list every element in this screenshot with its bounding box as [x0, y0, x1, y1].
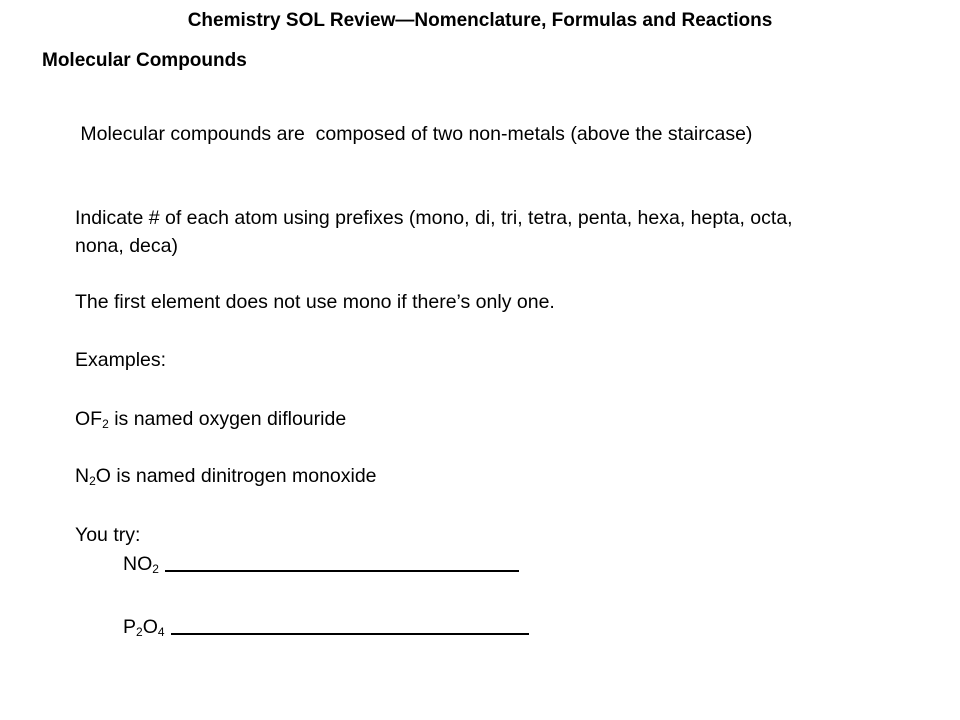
practice-2-answer-blank[interactable] [171, 633, 529, 635]
example-1-description: is named oxygen diflouride [108, 408, 347, 430]
examples-label: Examples: [75, 349, 167, 371]
practice-1-answer-blank[interactable] [165, 570, 519, 572]
practice-2-formula: $P_2O_4$ [123, 616, 165, 639]
practice-item-no2 [123, 550, 519, 578]
rule-composition: Molecular compounds are composed of two non-metals (above the staircase) [75, 123, 753, 145]
example-dinitrogen-monoxide [75, 462, 835, 490]
example-2-description: is named dinitrogen monoxide [110, 465, 377, 487]
practice-item-p2o4 [123, 613, 529, 641]
page-title: Chemistry SOL Review—Nomenclature, Formulas and Reactions [187, 10, 773, 31]
you-try-label: You try: [75, 524, 141, 546]
example-2-formula: $N_2O$ [75, 465, 111, 488]
example-oxygen-difluoride [75, 405, 835, 433]
practice-1-formula: $NO_2$ [123, 553, 159, 576]
example-1-formula: $OF_2$ [75, 408, 109, 431]
rule-first-element: The first element does not use mono if there’s only one. [75, 291, 555, 313]
section-heading: Molecular Compounds [42, 50, 247, 71]
rule-prefixes: Indicate # of each atom using prefixes (mono, di, tri, tetra, penta, hexa, hepta, octa, nona, deca) [75, 207, 793, 257]
